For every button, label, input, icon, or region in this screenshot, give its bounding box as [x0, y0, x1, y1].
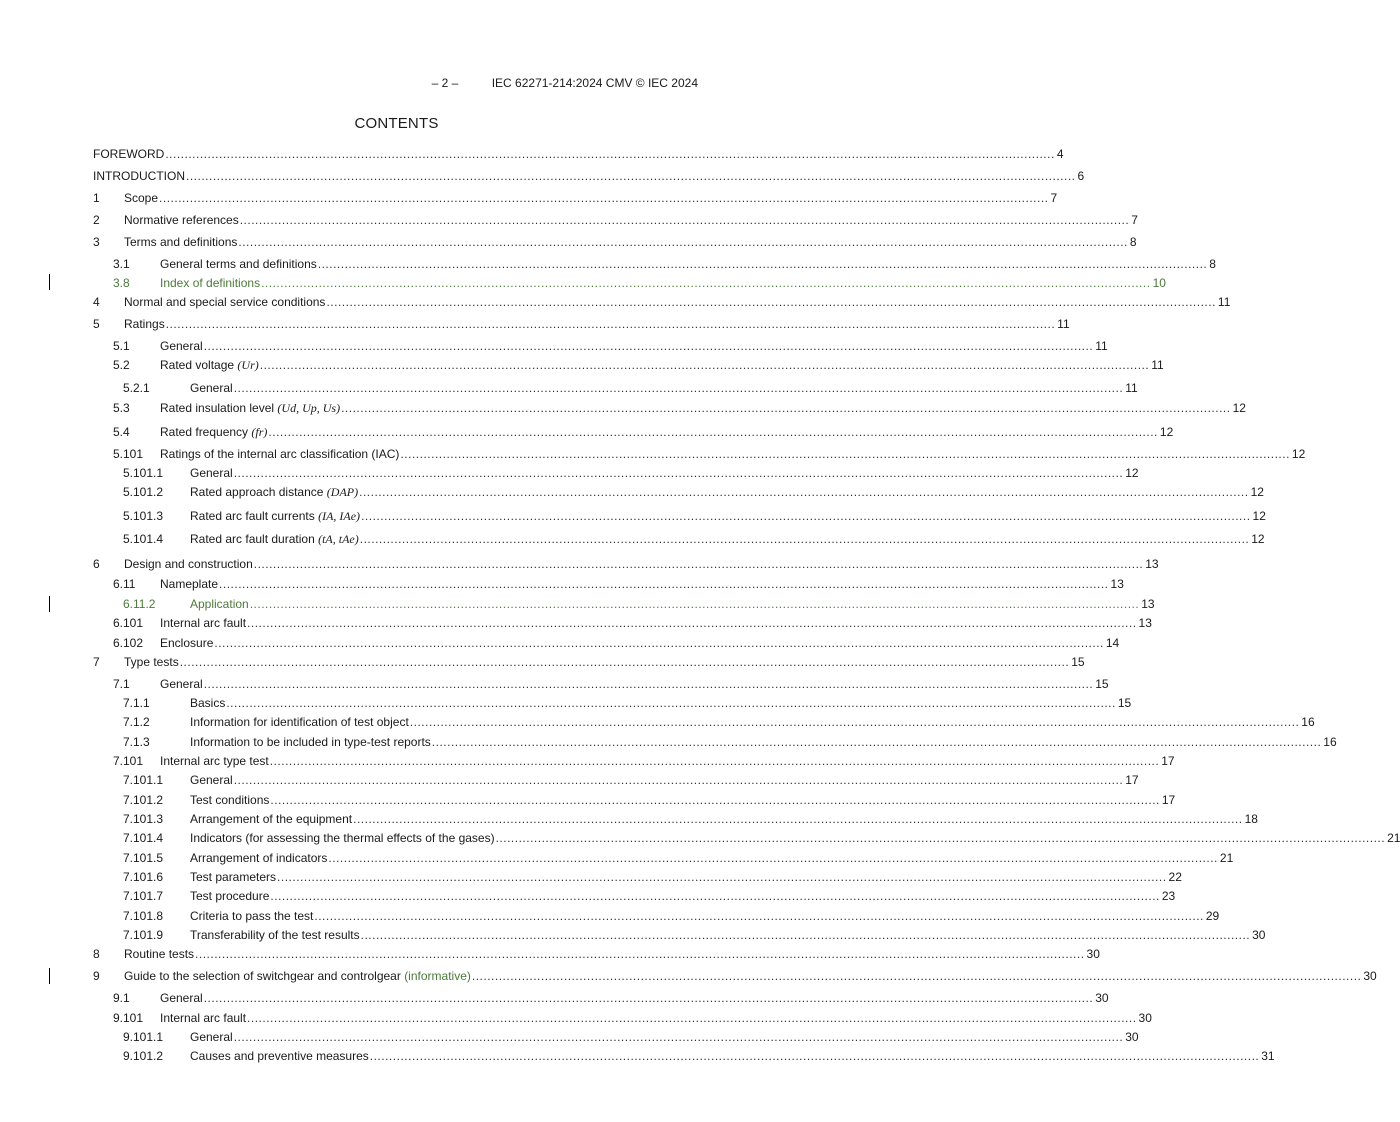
toc-number: 7.101.5: [123, 851, 164, 865]
dot-leader: [234, 772, 1123, 788]
toc-symbol: (Ur): [237, 358, 259, 372]
toc-page: 8: [1129, 235, 1137, 249]
toc-entry[interactable]: [123, 484, 1264, 500]
toc-page: 30: [1095, 991, 1109, 1005]
toc-number: 7.101.6: [123, 870, 164, 884]
dot-leader: [247, 1010, 1136, 1026]
toc-label: Terms and definitions: [124, 235, 238, 249]
toc-entry[interactable]: [113, 446, 1306, 462]
toc-entry[interactable]: [123, 811, 1258, 827]
toc-label: Ratings: [124, 317, 165, 331]
toc-symbol: (DAP): [326, 485, 359, 499]
change-bar: [49, 274, 50, 290]
toc-page: 12: [1252, 509, 1266, 523]
toc-number: 5.101.3: [123, 509, 164, 523]
toc-entry[interactable]: [123, 714, 1315, 730]
toc-label: Normative references: [124, 213, 239, 227]
toc-page: 11: [1095, 339, 1108, 353]
toc-entry[interactable]: [123, 695, 1132, 711]
toc-number: 9.101.1: [123, 1030, 164, 1044]
toc-entry[interactable]: [93, 294, 1231, 310]
toc-entry[interactable]: [123, 792, 1176, 808]
toc-entry[interactable]: [93, 234, 1137, 250]
toc-entry[interactable]: [113, 615, 1152, 631]
toc-page: 12: [1159, 425, 1174, 439]
toc-number: 3.1: [113, 257, 130, 271]
toc-label: Rated approach distance (DAP): [190, 485, 359, 499]
toc-number: 7.101.7: [123, 889, 164, 903]
toc-number: 7.101.1: [123, 773, 164, 787]
toc-number: 9.101: [113, 1011, 144, 1025]
toc-page: 16: [1323, 735, 1337, 749]
toc-entry-changed[interactable]: [123, 596, 1155, 612]
toc-symbol: (Ud, Up, Us): [277, 401, 341, 415]
toc-page: 23: [1161, 889, 1176, 903]
toc-symbol: (tA, tAe): [318, 532, 359, 546]
dot-leader: [204, 338, 1093, 354]
toc-entry-foreword[interactable]: [93, 146, 1064, 162]
contents-title: CONTENTS: [354, 115, 439, 132]
dot-leader: [214, 635, 1103, 651]
toc-label: Routine tests: [124, 947, 195, 961]
toc-label: Rated insulation level (Ud, Up, Us): [160, 401, 341, 415]
dot-leader: [234, 1029, 1123, 1045]
toc-entry[interactable]: [113, 990, 1109, 1006]
toc-page: 13: [1145, 557, 1159, 571]
toc-label: Test procedure: [190, 889, 270, 903]
toc-page: 11: [1151, 358, 1164, 372]
toc-page: 21: [1219, 851, 1234, 865]
toc-label: General: [190, 381, 233, 395]
toc-number: 7.101.3: [123, 812, 164, 826]
toc-number: 6.101: [113, 616, 144, 630]
toc-label: Criteria to pass the test: [190, 909, 314, 923]
toc-entry[interactable]: [113, 256, 1216, 272]
toc-page: 12: [1291, 447, 1306, 461]
dot-leader: [432, 734, 1321, 750]
page-header: [0, 76, 698, 90]
dot-leader: [261, 275, 1150, 291]
toc-entry[interactable]: [93, 190, 1058, 206]
toc-entry[interactable]: [123, 465, 1139, 481]
toc-label: General: [160, 339, 203, 353]
toc-symbol: (IA, IAe): [318, 509, 361, 523]
dot-leader: [326, 294, 1215, 310]
toc-entry[interactable]: [123, 1048, 1275, 1064]
dot-leader: [260, 357, 1149, 373]
toc-number: 5.4: [113, 425, 130, 439]
toc-entry[interactable]: [93, 946, 1100, 962]
toc-page: 17: [1161, 793, 1176, 807]
dot-leader: [370, 1048, 1259, 1064]
toc-entry[interactable]: [93, 968, 1377, 984]
toc-entry[interactable]: [113, 357, 1164, 373]
toc-label: Basics: [190, 696, 226, 710]
toc-label: Ratings of the internal arc classification (IAC): [160, 447, 400, 461]
dot-leader: [219, 576, 1108, 592]
toc-label: General: [160, 677, 203, 691]
toc-number: 1: [93, 191, 100, 205]
toc-label: Transferability of the test results: [190, 928, 360, 942]
toc-label: Information to be included in type-test reports: [190, 735, 431, 749]
toc-label: Arrangement of the equipment: [190, 812, 353, 826]
toc-entry[interactable]: [123, 1029, 1139, 1045]
toc-label: Test conditions: [190, 793, 270, 807]
toc-label: Arrangement of indicators: [190, 851, 328, 865]
dot-leader: [270, 888, 1159, 904]
toc-number: 5.101: [113, 447, 144, 461]
toc-entry[interactable]: [113, 576, 1124, 592]
toc-label: Test parameters: [190, 870, 277, 884]
toc-page: 14: [1105, 636, 1120, 650]
toc-number: 5.2.1: [123, 381, 150, 395]
dot-leader: [240, 212, 1129, 228]
dot-leader: [247, 615, 1136, 631]
change-bar: [49, 596, 50, 612]
toc-number: 5.2: [113, 358, 130, 372]
toc-number: 7.101.2: [123, 793, 164, 807]
toc-page: 11: [1217, 295, 1231, 309]
toc-page: 15: [1117, 696, 1132, 710]
toc-page: 13: [1141, 597, 1155, 611]
toc-page: 30: [1138, 1011, 1152, 1025]
toc-label: FOREWORD: [93, 147, 165, 161]
dot-leader: [159, 190, 1048, 206]
toc-label: Normal and special service conditions: [124, 295, 326, 309]
toc-page: 30: [1252, 928, 1266, 942]
document-id: IEC 62271-214:2024 CMV © IEC 2024: [491, 76, 698, 90]
toc-page: 7: [1131, 213, 1138, 227]
toc-entry[interactable]: [113, 338, 1108, 354]
toc-page: 13: [1138, 616, 1152, 630]
toc-page: 15: [1071, 655, 1085, 669]
dot-leader: [400, 446, 1289, 462]
toc-page: 16: [1301, 715, 1315, 729]
dot-leader: [328, 850, 1217, 866]
dot-leader: [472, 968, 1361, 984]
dot-leader: [359, 484, 1248, 500]
toc-entry[interactable]: [113, 635, 1120, 651]
dot-leader: [166, 316, 1055, 332]
toc-number: 4: [93, 295, 100, 309]
toc-label: General: [190, 773, 233, 787]
change-bar: [49, 968, 50, 984]
toc-entry[interactable]: [123, 908, 1220, 924]
toc-number: 8: [93, 947, 100, 961]
toc-page: 21: [1387, 831, 1400, 845]
toc-number: 9.1: [113, 991, 130, 1005]
toc-label: INTRODUCTION: [93, 169, 185, 183]
toc-symbol: (fr): [251, 425, 268, 439]
toc-label: General terms and definitions: [160, 257, 317, 271]
toc-entry[interactable]: [123, 830, 1400, 846]
toc-entry[interactable]: [93, 212, 1138, 228]
dot-leader: [186, 168, 1075, 184]
toc-number: 7.1.2: [123, 715, 150, 729]
dot-leader: [270, 792, 1159, 808]
toc-entry[interactable]: [113, 400, 1246, 416]
toc-label: Index of definitions: [160, 276, 261, 290]
toc-number: 6: [93, 557, 100, 571]
toc-number: 7.1.3: [123, 735, 150, 749]
toc-page: 17: [1161, 754, 1175, 768]
dot-leader: [361, 927, 1250, 943]
toc-number: 7: [93, 655, 100, 669]
toc-page: 22: [1168, 870, 1182, 884]
informative-tag: (informative): [404, 969, 471, 983]
toc-number: 3: [93, 235, 100, 249]
toc-page: 12: [1250, 485, 1264, 499]
toc-number: 5: [93, 317, 100, 331]
toc-label: Design and construction: [124, 557, 253, 571]
toc-number: 6.102: [113, 636, 144, 650]
dot-leader: [360, 531, 1249, 547]
toc-label: Indicators (for assessing the thermal effects of the gases): [190, 831, 495, 845]
toc-entry[interactable]: [113, 1010, 1152, 1026]
toc-page: 15: [1095, 677, 1109, 691]
toc-number: 5.101.4: [123, 532, 164, 546]
toc-page: 30: [1125, 1030, 1139, 1044]
toc-page: 7: [1050, 191, 1058, 205]
toc-entry[interactable]: [123, 734, 1337, 750]
toc-entry-introduction[interactable]: [93, 168, 1085, 184]
dot-leader: [496, 830, 1385, 846]
dot-leader: [277, 869, 1166, 885]
dot-leader: [238, 234, 1127, 250]
toc-page: 11: [1125, 381, 1138, 395]
dot-leader: [204, 990, 1093, 1006]
dot-leader: [180, 654, 1069, 670]
toc-entry[interactable]: [93, 316, 1070, 332]
toc-number: 3.8: [113, 276, 130, 290]
dot-leader: [204, 676, 1093, 692]
toc-number: 5.101.1: [123, 466, 164, 480]
toc-number: 9: [93, 969, 100, 983]
toc-label: General: [190, 1030, 233, 1044]
toc-entry[interactable]: [123, 531, 1265, 547]
toc-number: 2: [93, 213, 100, 227]
dot-leader: [250, 596, 1139, 612]
dot-leader: [268, 424, 1157, 440]
dot-leader: [254, 556, 1143, 572]
toc-page: 13: [1110, 577, 1124, 591]
toc-label: Rated arc fault duration (tA, tAe): [190, 532, 359, 546]
toc-number: 9.101.2: [123, 1049, 164, 1063]
toc-page: 30: [1363, 969, 1377, 983]
toc-entry[interactable]: [113, 424, 1174, 440]
toc-page: 6: [1077, 169, 1085, 183]
toc-page: 4: [1056, 147, 1064, 161]
toc-number: 7.101.4: [123, 831, 164, 845]
toc-entry[interactable]: [123, 927, 1266, 943]
toc-label: Internal arc fault: [160, 1011, 247, 1025]
toc-page: 30: [1086, 947, 1100, 961]
toc-page: 12: [1125, 466, 1139, 480]
dot-leader: [361, 508, 1250, 524]
toc-label: Enclosure: [160, 636, 214, 650]
dot-leader: [270, 753, 1159, 769]
toc-number: 7.101.8: [123, 909, 164, 923]
toc-entry[interactable]: [93, 556, 1159, 572]
toc-label: Rated arc fault currents (IA, IAe): [190, 509, 361, 523]
toc-label: Scope: [124, 191, 159, 205]
toc-number: 6.11: [113, 577, 136, 591]
toc-entry[interactable]: [123, 772, 1139, 788]
dot-leader: [234, 380, 1123, 396]
toc-label: General: [160, 991, 203, 1005]
dot-leader: [341, 400, 1230, 416]
dot-leader: [353, 811, 1242, 827]
toc-label: Nameplate: [160, 577, 219, 591]
toc-page: 31: [1261, 1049, 1275, 1063]
toc-entry[interactable]: [123, 888, 1176, 904]
toc-number: 5.1: [113, 339, 130, 353]
toc-page: 12: [1232, 401, 1246, 415]
toc-entry[interactable]: [113, 753, 1175, 769]
toc-page: 12: [1251, 532, 1265, 546]
dot-leader: [314, 908, 1203, 924]
toc-label: Internal arc type test: [160, 754, 269, 768]
toc-entry[interactable]: [93, 654, 1085, 670]
toc-label: Rated frequency (fr): [160, 425, 268, 439]
toc-label: Application: [190, 597, 249, 611]
toc-page: 29: [1205, 909, 1220, 923]
page-number: – 2 –: [431, 76, 459, 90]
toc-entry[interactable]: [123, 850, 1234, 866]
toc-label: Guide to the selection of switchgear and controlgear (informative): [124, 969, 471, 983]
toc-label: Type tests: [124, 655, 179, 669]
toc-number: 7.101.9: [123, 928, 164, 942]
toc-entry[interactable]: [123, 380, 1138, 396]
toc-label: Rated voltage (Ur): [160, 358, 259, 372]
toc-page: 8: [1209, 257, 1216, 271]
toc-number: 5.101.2: [123, 485, 164, 499]
toc-number: 7.101: [113, 754, 144, 768]
dot-leader: [165, 146, 1054, 162]
dot-leader: [195, 946, 1084, 962]
toc-number: 5.3: [113, 401, 130, 415]
dot-leader: [234, 465, 1123, 481]
toc-label: General: [190, 466, 233, 480]
toc-page: 17: [1125, 773, 1139, 787]
toc-label: Internal arc fault: [160, 616, 247, 630]
dot-leader: [318, 256, 1207, 272]
toc-number: 7.1: [113, 677, 130, 691]
toc-label: Information for identification of test object: [190, 715, 409, 729]
dot-leader: [410, 714, 1299, 730]
toc-entry-changed[interactable]: [113, 275, 1166, 291]
toc-entry[interactable]: [123, 508, 1266, 524]
toc-label: Causes and preventive measures: [190, 1049, 369, 1063]
toc-number: 6.11.2: [123, 597, 156, 611]
toc-page: 10: [1152, 276, 1166, 290]
toc-entry[interactable]: [123, 869, 1182, 885]
dot-leader: [226, 695, 1115, 711]
toc-number: 7.1.1: [123, 696, 150, 710]
toc-entry[interactable]: [113, 676, 1109, 692]
toc-page: 18: [1244, 812, 1258, 826]
toc-page: 11: [1057, 317, 1070, 331]
